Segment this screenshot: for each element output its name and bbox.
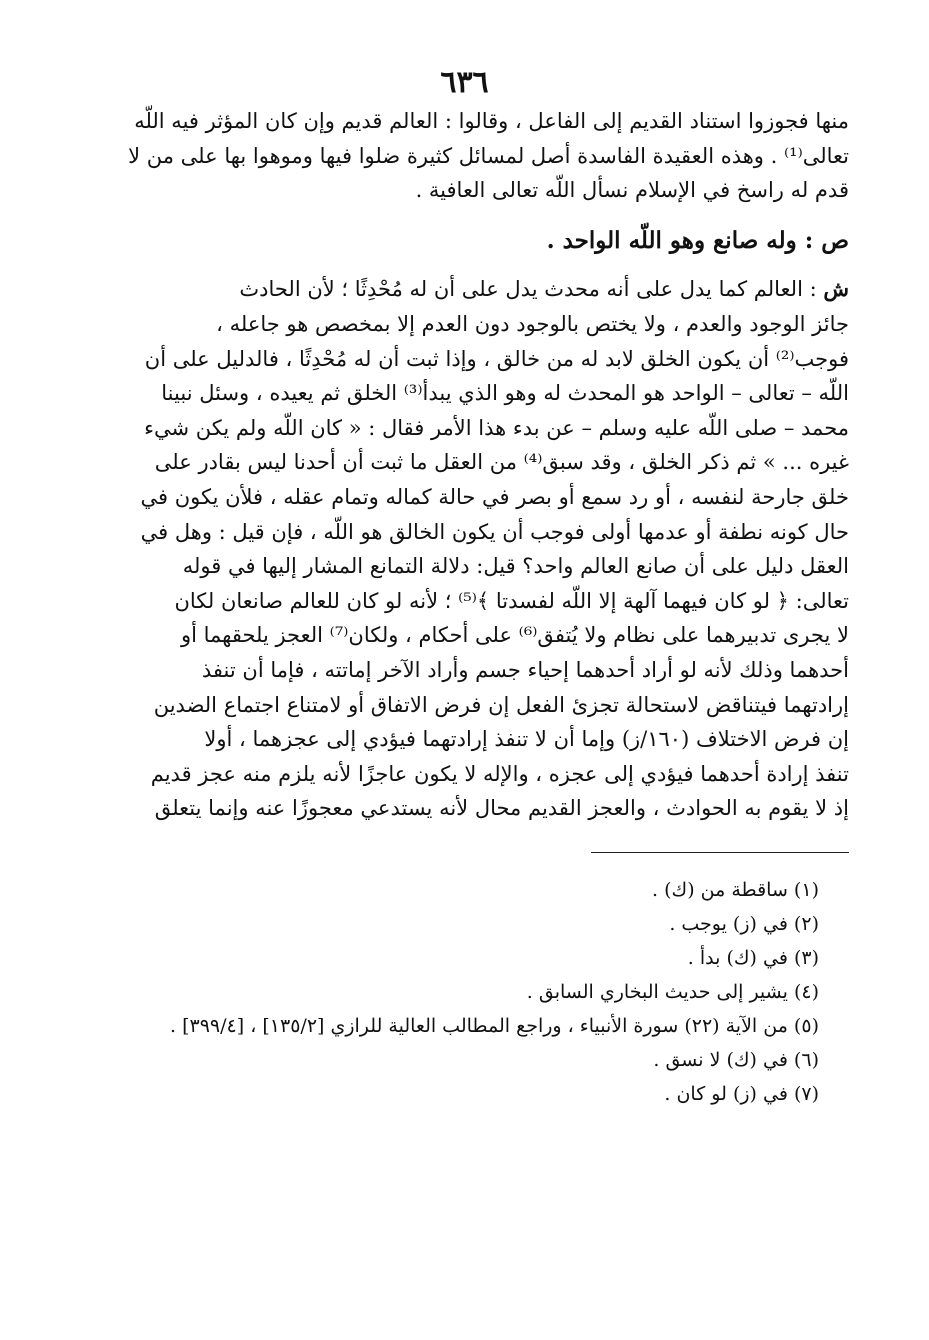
footnote: (٣) في (ك) بدأ .	[687, 946, 819, 969]
text-line: إذ لا يقوم به الحوادث ، والعجز القديم محال لأنه يستدعي معجوزًا عنه وإنما يتعلق	[154, 796, 849, 821]
text-line: منها فجوزوا استناد القديم إلى الفاعل ، وقالوا : العالم قديم وإن كان المؤثر فيه اللّه	[134, 109, 849, 133]
text-line: غيره ... » ثم ذكر الخلق ، وقد سبق⁽⁴⁾ من العقل ما ثبت أن أحدنا ليس بقادر على	[154, 450, 849, 475]
text-line: فوجب⁽²⁾ أن يكون الخلق لابد له من خالق ، وإذا ثبت أن له مُحْدِثًا ، فالدليل على أن	[144, 346, 849, 371]
footnote: (٧) في (ز) لو كان .	[664, 1082, 819, 1105]
text-line: تعالى: ﴿ لو كان فيهما آلهة إلا اللّه لفسدتا ﴾⁽⁵⁾ ؛ لأنه لو كان للعالم صانعان لكان	[174, 588, 849, 613]
text-line: تعالى⁽¹⁾ . وهذه العقيدة الفاسدة أصل لمسائل كثيرة ضلوا فيها وموهوا بها على من لا	[128, 143, 849, 168]
footnote: (٤) يشير إلى حديث البخاري السابق .	[526, 980, 819, 1003]
commentary-lead: ش	[823, 276, 849, 302]
text-line: إرادتهما فيتناقض لاستحالة تجزئ الفعل إن فرض الاتفاق أو لامتناع اجتماع الضدين	[153, 692, 849, 717]
section-heading: ص : وله صانع وهو اللّه الواحد .	[546, 226, 849, 254]
text-line: جائز الوجود والعدم ، ولا يختص بالوجود دون العدم إلا بمخصص هو جاعله ،	[216, 311, 849, 336]
text-line: حال كونه نطفة أو عدمها أولى فوجب أن يكون الخالق هو اللّه ، فإن قيل : وهل في	[140, 519, 849, 544]
footnote: (١) ساقطة من (ك) .	[652, 878, 819, 901]
commentary-paragraph	[80, 272, 849, 826]
text-line: محمد – صلى اللّه عليه وسلم – عن بدء هذا الأمر فقال : « كان اللّه ولم يكن شيء	[144, 415, 849, 440]
text-line: تنفذ إرادة أحدهما فيؤدي إلى عجزه ، والإله لا يكون عاجزًا لأنه يلزم منه عجز قديم	[150, 761, 849, 786]
text-line: إن فرض الاختلاف (١٦٠/ز) وإما أن لا تنفذ إرادتهما فيؤدي إلى عجزهما ، أولا	[204, 727, 849, 752]
footnote: (٥) من الآية (٢٢) سورة الأنبياء ، وراجع المطالب العالية للرازي [١٣٥/٢] ، [٣٩٩/٤] .	[170, 1014, 819, 1037]
footnote: (٦) في (ك) لا نسق .	[653, 1048, 819, 1071]
text-line: أحدهما وذلك لأنه لو أراد أحدهما إحياء جسم وأراد الآخر إماتته ، فإما أن تنفذ	[201, 657, 849, 682]
text-line: لا يجرى تدبيرهما على نظام ولا يُتفق⁽⁶⁾ على أحكام ، ولكان⁽⁷⁾ العجز يلحقهما أو	[180, 623, 849, 648]
text-line: خلق جارحة لنفسه ، أو رد سمع أو بصر في حالة كماله وتمام عقله ، فلأن يكون في	[140, 484, 849, 509]
footnote: (٢) في (ز) يوجب .	[669, 912, 819, 935]
footnote-separator	[591, 852, 849, 853]
text-line: اللّه – تعالى – الواحد هو المحدث له وهو الذي يبدأ⁽³⁾ الخلق ثم يعيده ، وسئل نبينا	[161, 381, 849, 406]
page-number: ٦٣٦	[440, 65, 489, 100]
text-line: العقل دليل على أن صانع العالم واحد؟ قيل: دلالة التمانع المشار إليها في قوله	[182, 554, 849, 579]
footnotes-list	[80, 873, 849, 1111]
text-line	[80, 272, 849, 307]
text-line: قدم له راسخ في الإسلام نسأل اللّه تعالى العافية .	[415, 178, 849, 203]
intro-paragraph	[80, 104, 849, 208]
text-line-content: : العالم كما يدل على أنه محدث يدل على أن له مُحْدِثًا ؛ لأن الحادث	[239, 277, 824, 302]
